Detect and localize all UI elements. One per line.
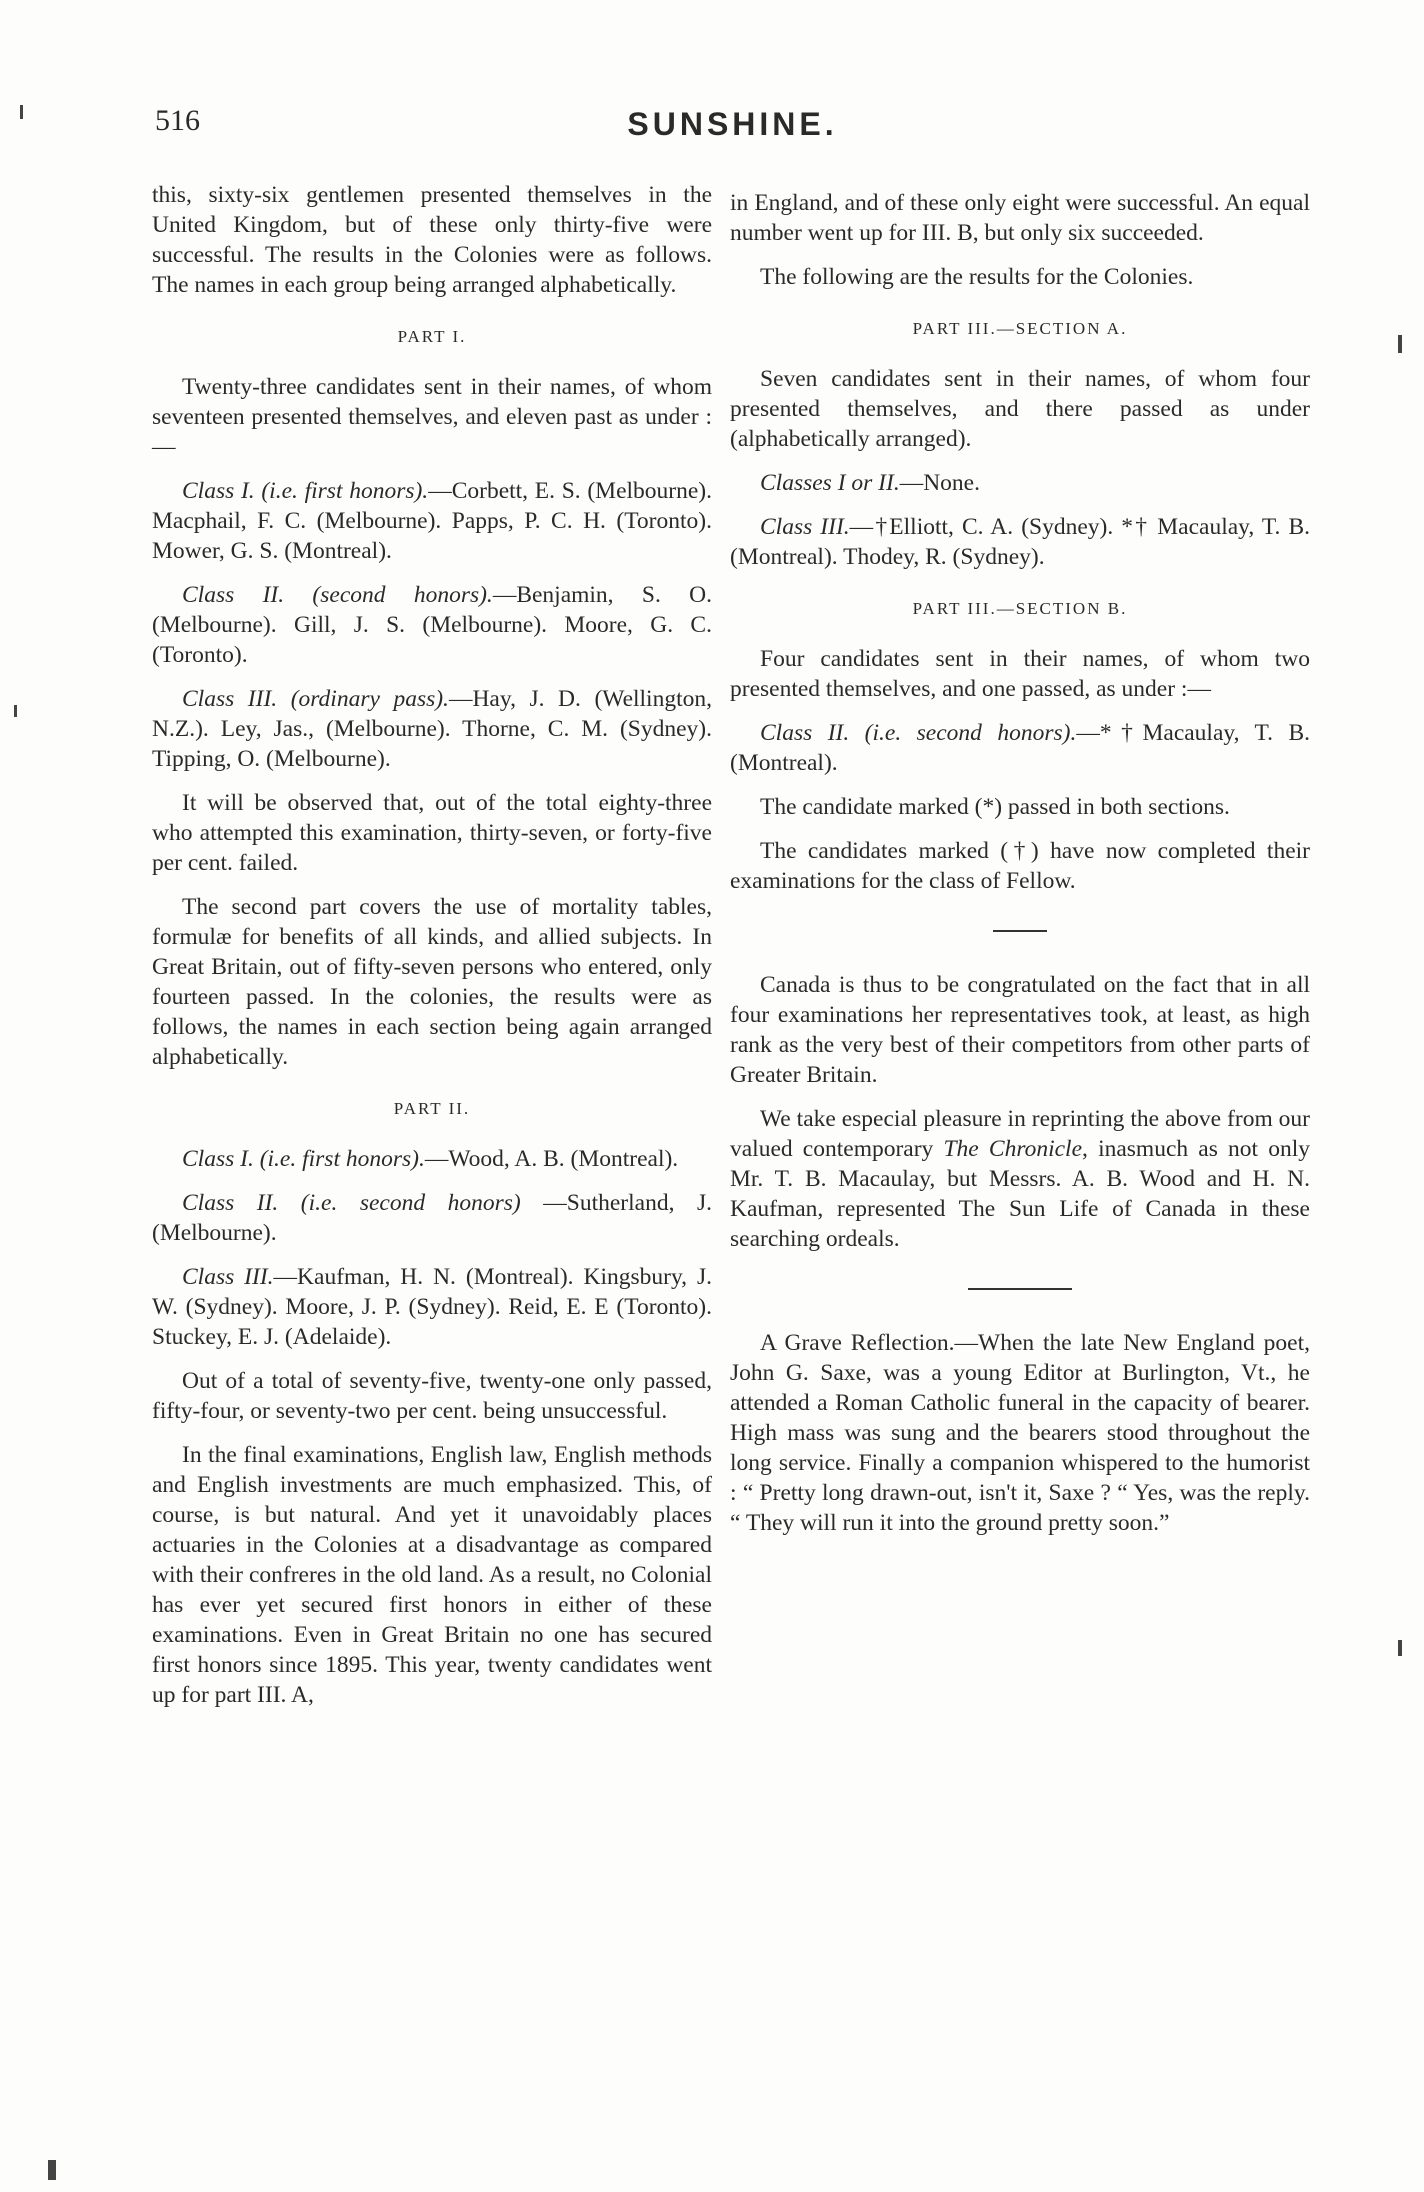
canada-paragraph: Canada is thus to be congratulated on the fact that in all four examinations her representatives took, at least, as high rank as the very best of their competitors from other parts of Greater Britain. <box>730 972 1310 1088</box>
part-3a-intro: Seven candidates sent in their names, of whom four presented themselves, and there passed as under (alphabetically arranged). <box>730 366 1310 452</box>
section-divider-long <box>968 1288 1072 1290</box>
class-names: —*†Macaulay, T. B. (Montreal). <box>730 720 1310 776</box>
class-names: —Wood, A. B. (Montreal). <box>424 1146 679 1172</box>
scan-edge-mark <box>20 105 23 119</box>
page-number: 516 <box>155 104 200 137</box>
part-3b-class-2 <box>730 718 1310 778</box>
part-3a-class-3 <box>730 512 1310 572</box>
part-1-class-2 <box>152 580 712 670</box>
class-label: Class III. (ordinary pass). <box>182 686 449 712</box>
grave-reflection-paragraph: A Grave Reflection.—When the late New England poet, John G. Saxe, was a young Editor at Burlington, Vt., he attended a Roman Catholic funeral in the capacity of bearer. High mass was sung and the bearers stood throughout the long service. Finally a companion whispered to the humorist : “ Pretty long drawn-out, isn't it, Saxe ? “ Yes, was the reply. “ They will run it into the ground pretty soon.” <box>730 1330 1310 1536</box>
part-1-class-1 <box>152 476 712 566</box>
intro-paragraph: this, sixty-six gentlemen presented themselves in the United Kingdom, but of these only thirty-five were successful. The results in the Colonies were as follows. The names in each group being arranged alphabetically. <box>152 182 712 298</box>
part-1-heading: PART I. <box>397 327 467 346</box>
class-names: —None. <box>899 470 980 496</box>
marked-star-paragraph: The candidate marked (*) passed in both sections. <box>760 794 1230 820</box>
reprint-text-a: We take especial pleasure in reprinting the above from our valued contemporary <box>730 1106 1310 1162</box>
publication-title: The Chronicle <box>943 1136 1083 1162</box>
reprint-paragraph <box>730 1104 1310 1254</box>
scan-edge-mark <box>14 705 17 717</box>
class-label: Class III. <box>760 514 850 540</box>
scan-edge-mark <box>48 2160 56 2180</box>
continued-paragraph: in England, and of these only eight were successful. An equal number went up for III. B, but only six succeeded. <box>730 190 1310 246</box>
part-2-heading: PART II. <box>393 1099 471 1118</box>
class-label: Class I. (i.e. first honors). <box>182 1146 425 1172</box>
scan-edge-mark <box>1398 1640 1402 1656</box>
class-label: Class III. <box>182 1264 274 1290</box>
class-names: —†Elliott, C. A. (Sydney). *† Macaulay, T. B. (Montreal). Thodey, R. (Sydney). <box>730 514 1310 570</box>
class-names: —Sutherland, J. (Melbourne). <box>152 1190 712 1246</box>
class-label: Class II. (second honors). <box>182 582 493 608</box>
section-divider <box>993 930 1047 932</box>
part-2-class-3 <box>152 1262 712 1352</box>
part-2-class-2 <box>152 1188 712 1248</box>
second-part-paragraph: The second part covers the use of mortality tables, formulæ for benefits of all kinds, and allied subjects. In Great Britain, out of fifty-seven persons who entered, only fourteen passed. In the colonies, the results were as follows, the names in each section being again arranged alphabetically. <box>152 894 712 1070</box>
class-names: —Benjamin, S. O. (Melbourne). Gill, J. S. (Melbourne). Moore, G. C. (Toronto). <box>152 582 712 668</box>
page-header <box>155 100 1310 160</box>
out-of-paragraph: Out of a total of seventy-five, twenty-one only passed, fifty-four, or seventy-two per cent. being unsuccessful. <box>152 1368 712 1424</box>
reprint-text-b: , inasmuch as not only Mr. T. B. Macaulay, but Messrs. A. B. Wood and H. N. Kaufman, represented The Sun Life of Canada in these searching ordeals. <box>730 1136 1311 1252</box>
right-column <box>730 188 1310 1552</box>
class-label: Class II. (i.e. second honors) <box>182 1190 521 1216</box>
class-label: Classes I or II. <box>760 470 900 496</box>
class-names: —Hay, J. D. (Wellington, N.Z.). Ley, Jas., (Melbourne). Thorne, C. M. (Sydney). Tipping, O. (Melbourne). <box>152 686 712 772</box>
final-exams-paragraph: In the final examinations, English law, English methods and English investments are much emphasized. This, of course, is but natural. And yet it unavoidably places actuaries in the Colonies at a disadvantage as compared with their confreres in the old land. As a result, no Colonial has ever yet secured first honors in either of these examinations. Even in Great Britain no one has secured first honors since 1895. This year, twenty candidates went up for part III. A, <box>152 1442 712 1708</box>
running-title: SUNSHINE. <box>627 106 838 142</box>
marked-dagger-paragraph: The candidates marked (†) have now completed their examinations for the class of Fellow. <box>730 838 1310 894</box>
part-1-intro: Twenty-three candidates sent in their names, of whom seventeen presented themselves, and eleven past as under :— <box>152 374 712 460</box>
class-names: —Kaufman, H. N. (Montreal). Kingsbury, J. W. (Sydney). Moore, J. P. (Sydney). Reid, E. E (Toronto). Stuckey, E. J. (Adelaide). <box>152 1264 712 1350</box>
part-3a-heading: PART III.—SECTION A. <box>912 319 1128 338</box>
class-names: —Corbett, E. S. (Melbourne). Macphail, F. C. (Melbourne). Papps, P. C. H. (Toronto). Mower, G. S. (Montreal). <box>152 478 712 564</box>
following-paragraph: The following are the results for the Colonies. <box>760 264 1194 290</box>
left-column <box>152 180 712 1724</box>
class-label: Class II. (i.e. second honors). <box>760 720 1077 746</box>
scan-edge-mark <box>1398 335 1402 353</box>
part-2-class-1 <box>152 1144 712 1174</box>
part-1-class-3 <box>152 684 712 774</box>
observed-paragraph: It will be observed that, out of the total eighty-three who attempted this examination, thirty-seven, or forty-five per cent. failed. <box>152 790 712 876</box>
part-3b-intro: Four candidates sent in their names, of whom two presented themselves, and one passed, as under :— <box>730 646 1310 702</box>
part-3b-heading: PART III.—SECTION B. <box>912 599 1128 618</box>
part-3a-class-1-2 <box>730 468 1310 498</box>
class-label: Class I. (i.e. first honors). <box>182 478 429 504</box>
